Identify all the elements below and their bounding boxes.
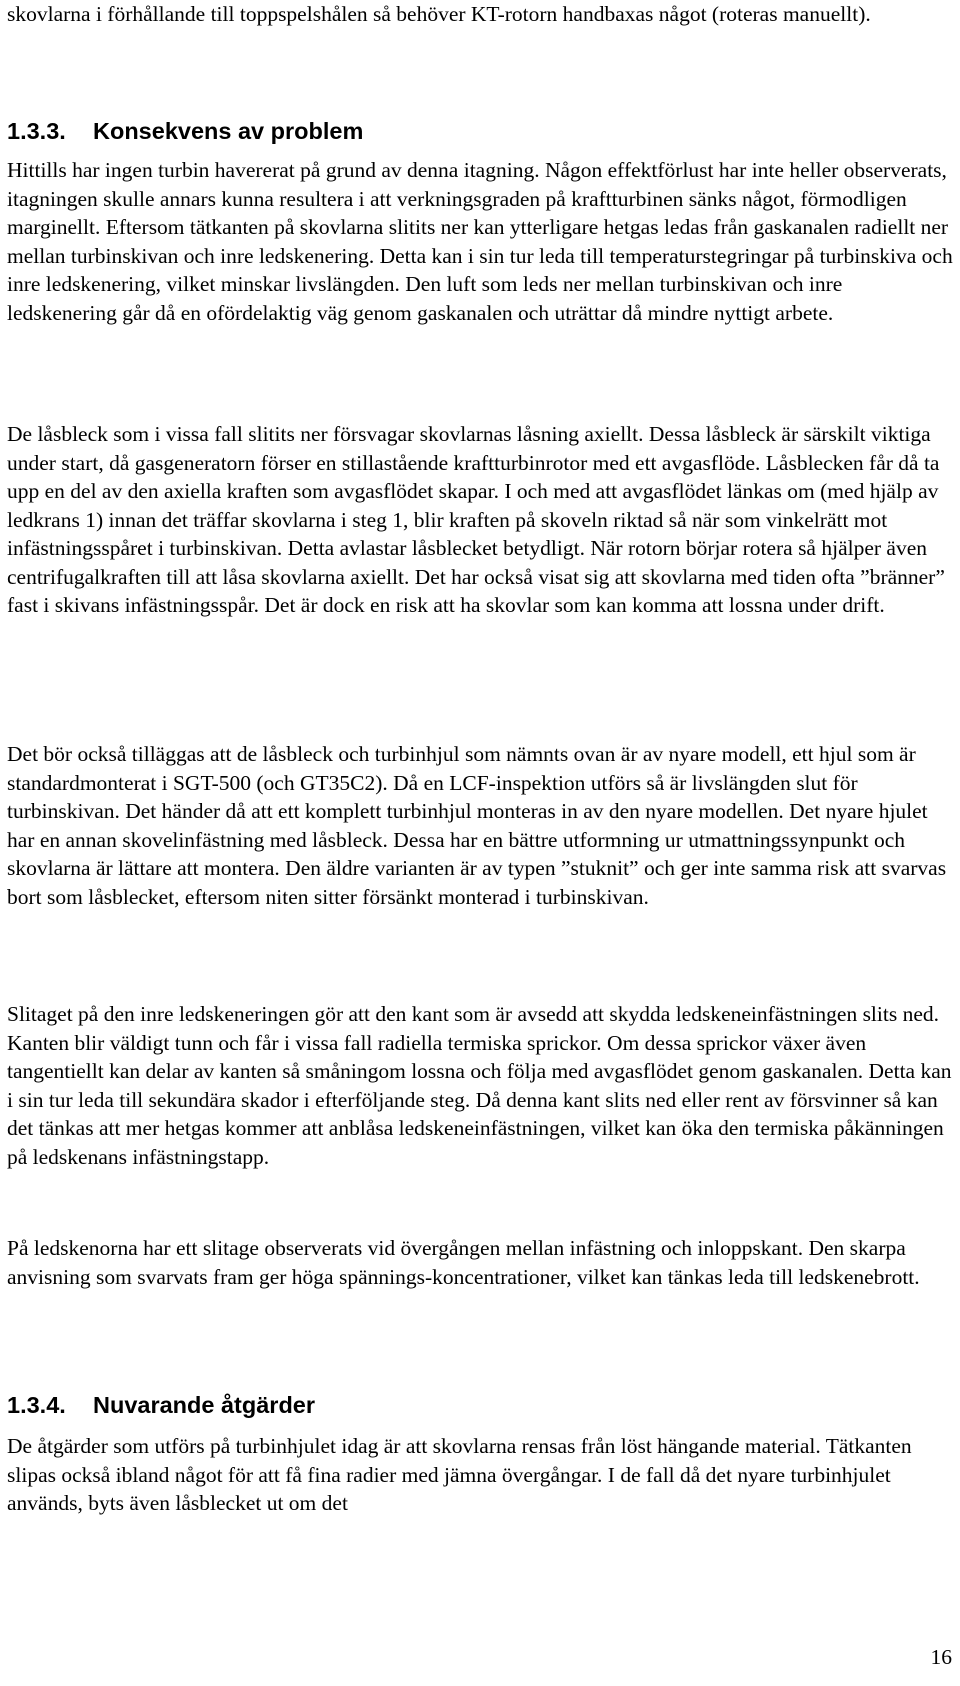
paragraph-current-measures: De åtgärder som utförs på turbinhjulet idag är att skovlarna rensas från löst hängande material. Tätkanten slipas också ibland något för att få fina radier med jämna övergångar. I de fall då det nyare turbinhjulet används, byts även låsblecket ut om det xyxy=(7,1434,912,1515)
section-title: Konsekvens av problem xyxy=(93,118,364,144)
section-number: 1.3.3. xyxy=(7,118,66,144)
section-heading-consequences xyxy=(7,118,363,145)
paragraph-locking-plates: De låsbleck som i vissa fall slitits ner försvagar skovlarnas låsning axiellt. Dessa låsbleck är särskilt viktiga under start, då gasgeneratorn förser en stillastående kraftturbinrotor med ett avgasflöde. Låsblecken får då ta upp en del av den axiella kraften som avgasflödet skapar. I och med att avgasflödet länkas om (med hjälp av ledkrans 1) innan det träffar skovlarna i steg 1, blir kraften på skoveln riktad så när som vinkelrätt mot infästningsspåret i turbinskivan. Detta avlastar låsblecket betydligt. När rotorn börjar rotera så hjälper även centrifugalkraften till att låsa skovlarna axiellt. Det har också visat sig att skovlarna med tiden ofta ”bränner” fast i skivans infästningsspår. Det är dock en risk att ha skovlar som kan komma att lossna under drift. xyxy=(7,422,945,617)
paragraph-newer-model: Det bör också tilläggas att de låsbleck och turbinhjul som nämnts ovan är av nyare modell, ett hjul som är standardmonterat i SGT-500 (och GT35C2). Då en LCF-inspektion utförs så är livslängden slut för turbinskivan. Det händer då att ett komplett turbinhjul monteras in av den nyare modellen. Det nyare hjulet har en annan skovelinfästning med låsbleck. Dessa har en bättre utformning ur utmattningssynpunkt och skovlarna är lättare att montera. Den äldre varianten är av typen ”stuknit” och ger inte samma risk att svarvas bort som låsblecket, eftersom niten sitter försänkt monterad i turbinskivan. xyxy=(7,742,947,909)
paragraph-guide-vane-wear: På ledskenorna har ett slitage observerats vid övergången mellan infästning och inloppskant. Den skarpa anvisning som svarvats fram ger höga spännings-koncentrationer, vilket kan tänkas leda till ledskenebrott. xyxy=(7,1236,920,1289)
paragraph-inner-shroud-wear: Slitaget på den inre ledskeneringen gör att den kant som är avsedd att skydda ledskeneinfästningen slits ned. Kanten blir väldigt tunn och får i vissa fall radiella termiska sprickor. Om dessa sprickor växer även tangentiellt kan delar av kanten så småningom lossna och följa med avgasflödet genom gaskanalen. Detta kan i sin tur leda till sekundära skador i efterföljande steg. Då denna kant slits ned eller rent av försvinner så kan det tänkas att mer hetgas kommer att anblåsa ledskeneinfästningen, vilket kan öka den termiska påkänningen på ledskenans infästningstapp. xyxy=(7,1002,952,1169)
paragraph-consequences-1: Hittills har ingen turbin havererat på grund av denna itagning. Någon effektförlust har inte heller observerats, itagningen skulle annars kunna resultera i att verkningsgraden på kraftturbinen sänks något, förmodligen marginellt. Eftersom tätkanten på skovlarna slitits ner kan ytterligare hetgas ledas från gaskanalen radiellt ner mellan turbinskivan och inre ledskenering. Detta kan i sin tur leda till temperaturstegringar på turbinskiva och inre ledskenering, vilket minskar livslängden. Den luft som leds ner mellan turbinskivan och inre ledskenering går då en ofördelaktig väg genom gaskanalen och uträttar då mindre nyttigt arbete. xyxy=(7,158,953,325)
section-number: 1.3.4. xyxy=(7,1392,66,1418)
paragraph-continuation: skovlarna i förhållande till toppspelshålen så behöver KT-rotorn handbaxas något (roteras manuellt). xyxy=(7,2,871,26)
page-number: 16 xyxy=(930,1645,952,1669)
section-title: Nuvarande åtgärder xyxy=(93,1392,316,1418)
section-heading-current-measures xyxy=(7,1392,315,1419)
